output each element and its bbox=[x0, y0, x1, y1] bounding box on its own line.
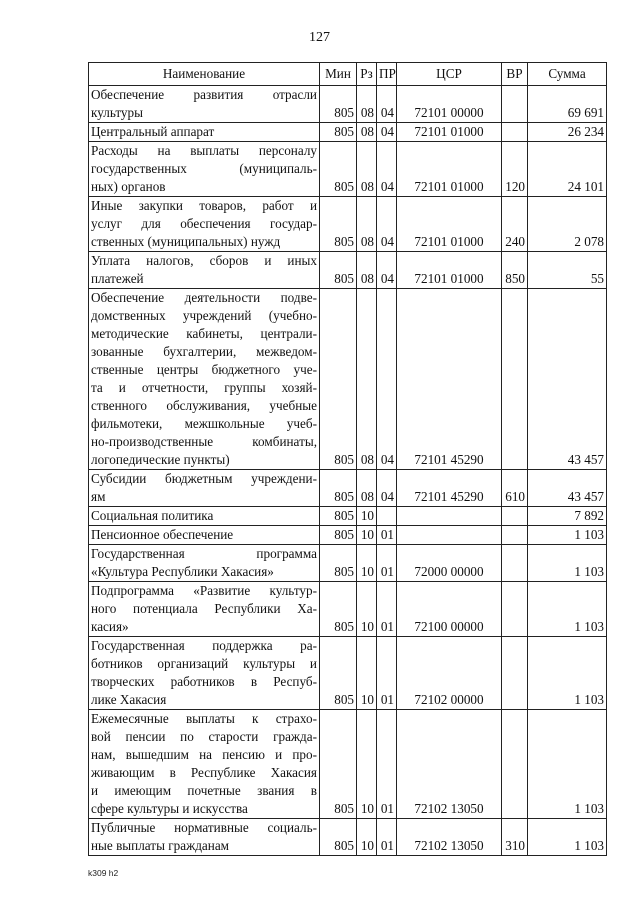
row-rz: 08 bbox=[357, 86, 377, 123]
row-vr: 240 bbox=[502, 197, 528, 252]
header-sum: Сумма bbox=[528, 63, 607, 86]
row-csr: 72102 13050 bbox=[397, 819, 502, 856]
table-row bbox=[89, 819, 607, 856]
row-pr: 04 bbox=[377, 470, 397, 507]
row-sum: 69 691 bbox=[528, 86, 607, 123]
row-vr: 120 bbox=[502, 142, 528, 197]
row-vr bbox=[502, 507, 528, 526]
row-vr bbox=[502, 582, 528, 637]
row-sum: 1 103 bbox=[528, 582, 607, 637]
row-sum: 55 bbox=[528, 252, 607, 289]
row-name: Субсидии бюджетным учреждени- ям bbox=[89, 470, 320, 507]
row-csr: 72102 13050 bbox=[397, 710, 502, 819]
row-rz: 08 bbox=[357, 123, 377, 142]
table-row bbox=[89, 582, 607, 637]
row-pr: 04 bbox=[377, 289, 397, 470]
row-pr: 01 bbox=[377, 710, 397, 819]
row-name: Государственная поддержка ра- ботников организаций культуры и творческих работников в Респуб- лике Хакасия bbox=[89, 637, 320, 710]
row-rz: 10 bbox=[357, 526, 377, 545]
row-min: 805 bbox=[320, 582, 357, 637]
row-name: Публичные нормативные социаль- ные выплаты гражданам bbox=[89, 819, 320, 856]
header-rz: Рз bbox=[357, 63, 377, 86]
table-row bbox=[89, 710, 607, 819]
row-pr: 04 bbox=[377, 86, 397, 123]
table-row bbox=[89, 545, 607, 582]
row-name: Государственная программа «Культура Республики Хакасия» bbox=[89, 545, 320, 582]
header-pr: ПР bbox=[377, 63, 397, 86]
row-vr bbox=[502, 289, 528, 470]
row-csr: 72101 00000 bbox=[397, 86, 502, 123]
row-min: 805 bbox=[320, 526, 357, 545]
row-min: 805 bbox=[320, 197, 357, 252]
row-rz: 10 bbox=[357, 637, 377, 710]
row-csr: 72102 00000 bbox=[397, 637, 502, 710]
row-vr bbox=[502, 526, 528, 545]
header-min: Мин bbox=[320, 63, 357, 86]
row-min: 805 bbox=[320, 637, 357, 710]
row-min: 805 bbox=[320, 86, 357, 123]
row-rz: 10 bbox=[357, 819, 377, 856]
row-name: Центральный аппарат bbox=[89, 123, 320, 142]
row-sum: 24 101 bbox=[528, 142, 607, 197]
footer-code: k309 h2 bbox=[88, 868, 119, 878]
row-vr bbox=[502, 545, 528, 582]
row-min: 805 bbox=[320, 545, 357, 582]
row-name: Расходы на выплаты персоналу государственных (муниципаль- ных) органов bbox=[89, 142, 320, 197]
row-csr bbox=[397, 526, 502, 545]
row-pr bbox=[377, 507, 397, 526]
header-vr: ВР bbox=[502, 63, 528, 86]
table-row bbox=[89, 637, 607, 710]
row-name: Обеспечение развития отрасли культуры bbox=[89, 86, 320, 123]
row-vr: 610 bbox=[502, 470, 528, 507]
row-name: Пенсионное обеспечение bbox=[89, 526, 320, 545]
row-csr bbox=[397, 507, 502, 526]
header-csr: ЦСР bbox=[397, 63, 502, 86]
row-name: Уплата налогов, сборов и иных платежей bbox=[89, 252, 320, 289]
row-vr bbox=[502, 86, 528, 123]
row-csr: 72101 01000 bbox=[397, 142, 502, 197]
row-pr: 04 bbox=[377, 197, 397, 252]
row-min: 805 bbox=[320, 819, 357, 856]
row-rz: 10 bbox=[357, 507, 377, 526]
row-vr: 850 bbox=[502, 252, 528, 289]
table-row bbox=[89, 142, 607, 197]
row-csr: 72101 45290 bbox=[397, 289, 502, 470]
row-rz: 08 bbox=[357, 197, 377, 252]
table-row bbox=[89, 507, 607, 526]
row-csr: 72100 00000 bbox=[397, 582, 502, 637]
budget-table bbox=[88, 62, 607, 856]
row-rz: 08 bbox=[357, 142, 377, 197]
row-pr: 01 bbox=[377, 582, 397, 637]
row-sum: 7 892 bbox=[528, 507, 607, 526]
table-row bbox=[89, 86, 607, 123]
row-rz: 10 bbox=[357, 710, 377, 819]
row-sum: 43 457 bbox=[528, 470, 607, 507]
row-rz: 10 bbox=[357, 582, 377, 637]
row-pr: 01 bbox=[377, 819, 397, 856]
row-rz: 08 bbox=[357, 252, 377, 289]
table-row bbox=[89, 470, 607, 507]
row-rz: 08 bbox=[357, 470, 377, 507]
page-number: 127 bbox=[309, 30, 330, 45]
table-row bbox=[89, 252, 607, 289]
row-name: Подпрограмма «Развитие культур- ного потенциала Республики Ха- касия» bbox=[89, 582, 320, 637]
row-min: 805 bbox=[320, 507, 357, 526]
row-rz: 10 bbox=[357, 545, 377, 582]
row-min: 805 bbox=[320, 142, 357, 197]
table-row bbox=[89, 526, 607, 545]
row-sum: 43 457 bbox=[528, 289, 607, 470]
row-sum: 2 078 bbox=[528, 197, 607, 252]
row-pr: 01 bbox=[377, 637, 397, 710]
header-name: Наименование bbox=[89, 63, 320, 86]
row-min: 805 bbox=[320, 470, 357, 507]
row-sum: 1 103 bbox=[528, 545, 607, 582]
row-min: 805 bbox=[320, 289, 357, 470]
row-csr: 72101 01000 bbox=[397, 197, 502, 252]
row-vr bbox=[502, 123, 528, 142]
row-min: 805 bbox=[320, 252, 357, 289]
row-pr: 01 bbox=[377, 526, 397, 545]
row-pr: 04 bbox=[377, 142, 397, 197]
row-pr: 04 bbox=[377, 252, 397, 289]
table-row bbox=[89, 197, 607, 252]
row-sum: 1 103 bbox=[528, 819, 607, 856]
row-name: Социальная политика bbox=[89, 507, 320, 526]
row-vr bbox=[502, 710, 528, 819]
row-sum: 1 103 bbox=[528, 526, 607, 545]
row-name: Обеспечение деятельности подве- домственных учреждений (учебно- методические кабинеты, централи- зованные бухгалтерии, межведом- ственные центры бюджетного уче- та и отчетности, группы хозяй- ственного обслуживания, учебные фильмотеки, межшкольные учеб- но-производственные комбинаты, логопедические пункты) bbox=[89, 289, 320, 470]
table-body bbox=[89, 86, 607, 856]
table-row bbox=[89, 289, 607, 470]
table-row bbox=[89, 123, 607, 142]
row-csr: 72101 45290 bbox=[397, 470, 502, 507]
row-pr: 01 bbox=[377, 545, 397, 582]
row-csr: 72101 01000 bbox=[397, 123, 502, 142]
row-rz: 08 bbox=[357, 289, 377, 470]
row-sum: 1 103 bbox=[528, 710, 607, 819]
row-name: Иные закупки товаров, работ и услуг для обеспечения государ- ственных (муниципальных) нужд bbox=[89, 197, 320, 252]
row-min: 805 bbox=[320, 123, 357, 142]
table-header-row bbox=[89, 63, 607, 86]
row-pr: 04 bbox=[377, 123, 397, 142]
row-vr bbox=[502, 637, 528, 710]
row-min: 805 bbox=[320, 710, 357, 819]
row-sum: 1 103 bbox=[528, 637, 607, 710]
row-csr: 72000 00000 bbox=[397, 545, 502, 582]
row-sum: 26 234 bbox=[528, 123, 607, 142]
row-vr: 310 bbox=[502, 819, 528, 856]
row-csr: 72101 01000 bbox=[397, 252, 502, 289]
row-name: Ежемесячные выплаты к страхо- вой пенсии по старости гражда- нам, вышедшим на пенсию и про- живающим в Республике Хакасия и имеющим почетные звания в сфере культуры и искусства bbox=[89, 710, 320, 819]
